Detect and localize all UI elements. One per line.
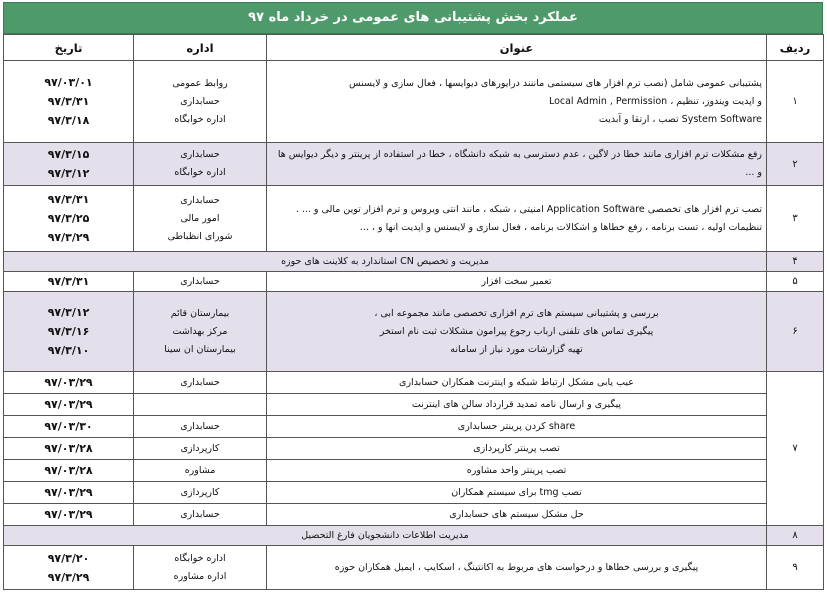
- row-departments: حسابداری امور مالی شورای انظباطی: [134, 186, 267, 252]
- row-departments: بیمارستان قائم مرکز بهداشت بیمارستان ان سینا: [134, 292, 267, 372]
- row-description: share کردن پرینتر حسابداری: [267, 416, 767, 438]
- table-row: [4, 394, 824, 416]
- row-department: [134, 394, 267, 416]
- row-departments: حسابداری اداره خوابگاه: [134, 143, 267, 186]
- row-description: عیب یابی مشکل ارتباط شبکه و اینترنت همکاران حسابداری: [267, 372, 767, 394]
- table-row: [4, 186, 824, 252]
- row-date: ۹۷/۰۳/۳۰: [4, 416, 134, 438]
- table-row: [4, 460, 824, 482]
- row-number: ۴: [767, 252, 824, 272]
- row-number: ۲: [767, 143, 824, 186]
- header-subject: عنوان: [267, 35, 767, 61]
- table-row: [4, 416, 824, 438]
- row-department: حسابداری: [134, 416, 267, 438]
- row-date: ۹۷/۰۳/۲۹: [4, 504, 134, 526]
- row-number: ۱: [767, 61, 824, 143]
- row-description: پیگیری و بررسی خطاها و درخواست های مربوط به اکانتینگ ، اسکایپ ، ایمیل همکاران حوزه: [267, 546, 767, 590]
- header-row-number: ردیف: [767, 35, 824, 61]
- row-date: ۹۷/۰۳/۲۹: [4, 482, 134, 504]
- table-row: [4, 504, 824, 526]
- row-date: ۹۷/۰۳/۲۹: [4, 372, 134, 394]
- row-number: ۶: [767, 292, 824, 372]
- row-dates: ۹۷/۳/۲۰ ۹۷/۳/۲۹: [4, 546, 134, 590]
- header-date: تاریخ: [4, 35, 134, 61]
- row-description: بررسی و پشتیبانی سیستم های ترم افزاری تخصصی مانند مجموعه ابی ، پیگیری تماس های تلفنی ارباب رجوع پیرامون مشکلات ثبت نام استخر تهیه گزارشات مورد نیاز از سامانه: [267, 292, 767, 372]
- row-number: ۷: [767, 372, 824, 526]
- table-row: [4, 482, 824, 504]
- row-description: مدیریت و تخصیص CN استاندارد به کلاینت های حوزه: [4, 252, 767, 272]
- row-description: مدیریت اطلاعات دانشجویان فارغ التحصیل: [4, 526, 767, 546]
- row-description: تصب پرینتر واحد مشاوره: [267, 460, 767, 482]
- row-description: تصب پرینتر کارپردازی: [267, 438, 767, 460]
- row-departments: اداره خوابگاه اداره مشاوره: [134, 546, 267, 590]
- row-date: ۹۷/۳/۳۱: [4, 272, 134, 292]
- row-department: کارپردازی: [134, 482, 267, 504]
- row-date: ۹۷/۰۳/۲۸: [4, 438, 134, 460]
- report-title: عملکرد بخش پشتیبانی های عمومی در خرداد ماه ۹۷: [3, 2, 823, 34]
- table-row: [4, 252, 824, 272]
- report-container: [3, 2, 823, 590]
- row-description: پشتیبانی عمومی شامل (نصب ترم افزار های سیستمی ماننند درایورهای دیوایسها ، فعال سازی و لایسنس و اپدیت ویندوز، تنظیم ، Local Admin , Permission System Software تصب ، ارتقا و آبدیت: [267, 61, 767, 143]
- row-department: حسابداری: [134, 272, 267, 292]
- row-department: حسابداری: [134, 504, 267, 526]
- table-row: [4, 526, 824, 546]
- row-dates: ۹۷/۳/۱۵ ۹۷/۳/۱۲: [4, 143, 134, 186]
- table-row: [4, 61, 824, 143]
- table-row: [4, 372, 824, 394]
- row-dates: ۹۷/۳/۳۱ ۹۷/۳/۲۵ ۹۷/۳/۲۹: [4, 186, 134, 252]
- row-date: ۹۷/۰۳/۲۹: [4, 394, 134, 416]
- row-description: تصب tmg برای سیستم همکاران: [267, 482, 767, 504]
- row-departments: روابط عمومی حسابداری اداره خوابگاه: [134, 61, 267, 143]
- row-description: تعمیر سخت افزار: [267, 272, 767, 292]
- row-date: ۹۷/۰۳/۲۸: [4, 460, 134, 482]
- row-number: ۳: [767, 186, 824, 252]
- row-description: پیگیری و ارسال نامه تمدید قرارداد سالن های اینترنت: [267, 394, 767, 416]
- row-dates: ۹۷/۰۳/۰۱ ۹۷/۳/۳۱ ۹۷/۳/۱۸: [4, 61, 134, 143]
- header-department: اداره: [134, 35, 267, 61]
- row-dates: ۹۷/۳/۱۲ ۹۷/۳/۱۶ ۹۷/۳/۱۰: [4, 292, 134, 372]
- row-number: ۹: [767, 546, 824, 590]
- header-row: [4, 35, 824, 61]
- table-row: [4, 546, 824, 590]
- table-row: [4, 438, 824, 460]
- row-description: حل مشکل سیستم های حسابداری: [267, 504, 767, 526]
- table-row: [4, 143, 824, 186]
- row-department: کارپردازی: [134, 438, 267, 460]
- row-number: ۸: [767, 526, 824, 546]
- row-description: رفع مشکلات ترم افزاری مانند خطا در لاگین ، عدم دسترسی به شبکه دانشگاه ، خطا در استفاده از پرینتر و دیگر دیوایس ها و ...: [267, 143, 767, 186]
- table-row: [4, 292, 824, 372]
- row-description: تصب ترم افزار های تخصصی Application Software امنیتی ، شبکه ، مانند انتی ویروس و ترم افزار توین مالی و ... . تنظیمات اولیه ، تست برنامه ، رفع خطاها و اشکالات برنامه ، فعال سازی و لایسنس و اپدیت انها و ، ...: [267, 186, 767, 252]
- row-department: مشاوره: [134, 460, 267, 482]
- report-table: [3, 34, 824, 590]
- row-department: حسابداری: [134, 372, 267, 394]
- row-number: ۵: [767, 272, 824, 292]
- table-row: [4, 272, 824, 292]
